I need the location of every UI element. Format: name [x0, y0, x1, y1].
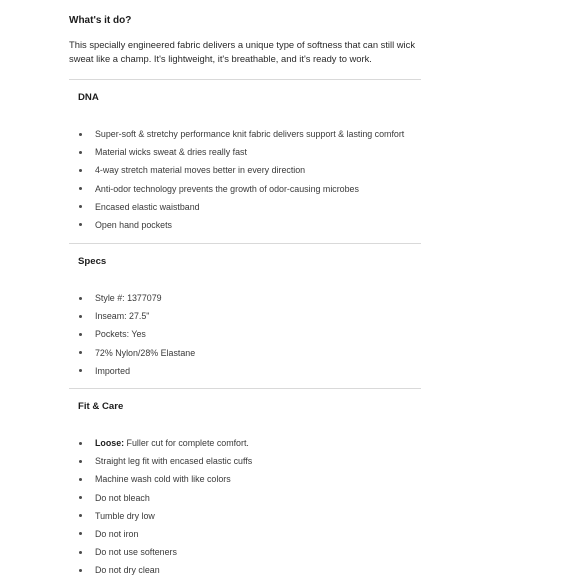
list-item: Do not dry clean	[78, 564, 418, 582]
fit-label: Loose:	[95, 438, 125, 448]
section-title-specs: Specs	[78, 256, 107, 267]
list-item: Style #: 1377079	[78, 292, 418, 310]
list-item: Machine wash cold with like colors	[78, 473, 418, 491]
bullet-icon	[79, 351, 82, 354]
bullet-icon	[79, 169, 82, 172]
bullet-icon	[79, 532, 82, 535]
intro-heading: What's it do?	[69, 15, 132, 26]
list-item	[78, 437, 418, 455]
bullet-icon	[79, 315, 82, 318]
list-item: Open hand pockets	[78, 219, 418, 237]
bullet-icon	[79, 569, 82, 572]
bullet-icon	[79, 297, 82, 300]
dna-list	[78, 128, 418, 237]
fit-care-list	[78, 437, 418, 583]
list-item: Do not use softeners	[78, 546, 418, 564]
section-title-fit-care: Fit & Care	[78, 401, 124, 412]
list-item: Material wicks sweat & dries really fast	[78, 146, 418, 164]
specs-list	[78, 292, 418, 383]
bullet-icon	[79, 478, 82, 481]
list-item: Anti-odor technology prevents the growth of odor-causing microbes	[78, 183, 418, 201]
bullet-icon	[79, 369, 82, 372]
intro-description: This specially engineered fabric delivers a unique type of softness that can still wick sweat like a champ. It's lightweight, it's breathable, and it's ready to work.	[69, 39, 416, 64]
bullet-icon	[79, 187, 82, 190]
bullet-icon	[79, 133, 82, 136]
divider	[69, 243, 421, 244]
bullet-icon	[79, 514, 82, 517]
bullet-icon	[79, 551, 82, 554]
list-item: Tumble dry low	[78, 510, 418, 528]
list-item: Encased elastic waistband	[78, 201, 418, 219]
bullet-icon	[79, 460, 82, 463]
fit-text: Fuller cut for complete comfort.	[124, 438, 249, 448]
list-item: Super-soft & stretchy performance knit fabric delivers support & lasting comfort	[78, 128, 418, 146]
divider	[69, 388, 421, 389]
list-item: Pockets: Yes	[78, 328, 418, 346]
list-item: Imported	[78, 365, 418, 383]
list-item: 4-way stretch material moves better in every direction	[78, 164, 418, 182]
bullet-icon	[79, 223, 82, 226]
list-item: Do not iron	[78, 528, 418, 546]
bullet-icon	[79, 205, 82, 208]
list-item: Straight leg fit with encased elastic cuffs	[78, 455, 418, 473]
bullet-icon	[79, 442, 82, 445]
section-title-dna: DNA	[78, 92, 99, 103]
list-item: Inseam: 27.5"	[78, 310, 418, 328]
list-item: Do not bleach	[78, 492, 418, 510]
divider	[69, 79, 421, 80]
bullet-icon	[79, 496, 82, 499]
list-item: 72% Nylon/28% Elastane	[78, 347, 418, 365]
bullet-icon	[79, 333, 82, 336]
bullet-icon	[79, 151, 82, 154]
